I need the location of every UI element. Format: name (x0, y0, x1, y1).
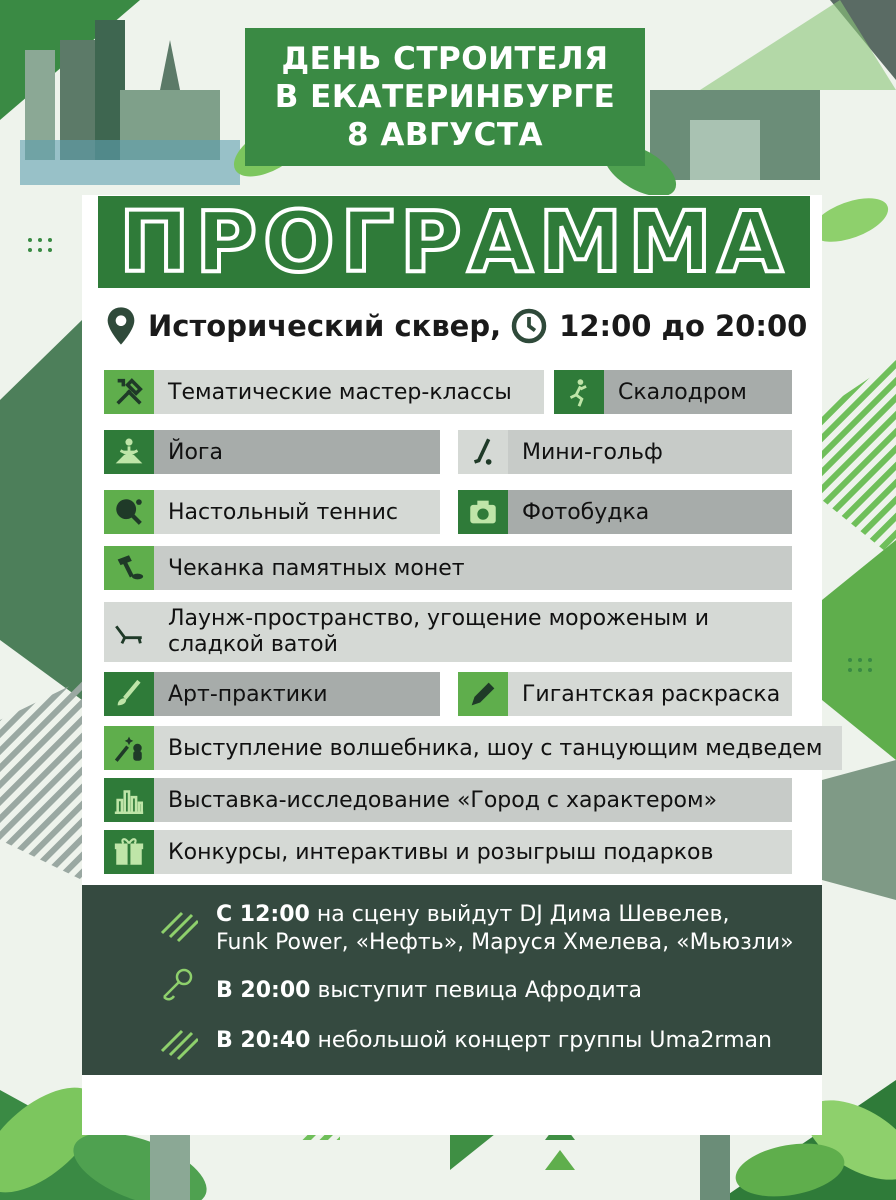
activity-item (104, 726, 842, 770)
program-label: ПРОГРАММА (119, 193, 789, 291)
gift-icon (104, 830, 154, 874)
table-tennis-icon (104, 490, 154, 534)
activity-label: Тематические мастер-классы (154, 370, 544, 414)
activity-item (104, 672, 440, 716)
activity-label: Гигантская раскраска (508, 672, 792, 716)
activity-label: Выступление волшебника, шоу с танцующим медведем (154, 726, 842, 770)
activity-item (104, 546, 792, 590)
activity-label: Фотобудка (508, 490, 792, 534)
activity-label: Мини-гольф (508, 430, 792, 474)
tools-icon (104, 370, 154, 414)
activity-label: Лаунж-пространство, угощение мороженым и сладкой ватой (154, 602, 792, 662)
title-line-2: В ЕКАТЕРИНБУРГЕ (274, 79, 616, 115)
location-pin-icon (104, 306, 138, 346)
stage-item (216, 901, 794, 957)
activity-label: Скалодром (604, 370, 792, 414)
golf-icon (458, 430, 508, 474)
stage-text: небольшой концерт группы Uma2rman (310, 1028, 772, 1053)
stripes-icon (158, 1021, 198, 1061)
stage-time: С 12:00 (216, 902, 310, 927)
camera-icon (458, 490, 508, 534)
activity-label: Выставка-исследование «Город с характером» (154, 778, 792, 822)
brush-icon (104, 672, 154, 716)
time-text: 12:00 до 20:00 (559, 309, 808, 343)
stage-text-line2: Funk Power, «Нефть», Маруся Хмелева, «Мьюзли» (216, 930, 794, 955)
lounge-chair-icon (104, 602, 154, 662)
city-icon (104, 778, 154, 822)
title-line-1: ДЕНЬ СТРОИТЕЛЯ (281, 41, 609, 77)
hammer-coin-icon (104, 546, 154, 590)
yoga-icon (104, 430, 154, 474)
activity-label: Арт-практики (154, 672, 440, 716)
activity-item (104, 370, 544, 414)
climbing-icon (554, 370, 604, 414)
stage-time: В 20:40 (216, 1028, 311, 1053)
stage-text: выступит певица Афродита (310, 978, 642, 1003)
place-text: Исторический сквер, (148, 309, 502, 343)
stage-time: В 20:00 (216, 978, 311, 1003)
activity-item (458, 490, 792, 534)
microphone-icon (158, 965, 198, 1005)
activity-item (104, 430, 440, 474)
activity-item (458, 672, 792, 716)
activity-label: Настольный теннис (154, 490, 440, 534)
clock-icon (511, 308, 547, 344)
activity-item (104, 778, 792, 822)
pencil-icon (458, 672, 508, 716)
activity-item (104, 830, 792, 874)
activity-item (458, 430, 792, 474)
activity-item (104, 490, 440, 534)
event-title (245, 28, 645, 166)
program-heading (98, 193, 810, 291)
stage-text: на сцену выйдут DJ Дима Шевелев, (309, 902, 730, 927)
stage-item (216, 977, 642, 1005)
stage-item (216, 1027, 772, 1055)
stripes-icon (158, 903, 198, 943)
magic-bear-icon (104, 726, 154, 770)
title-line-3: 8 АВГУСТА (346, 117, 544, 153)
activity-label: Йога (154, 430, 440, 474)
activity-label: Конкурсы, интерактивы и розыгрыш подарков (154, 830, 792, 874)
location-line (104, 302, 807, 350)
activity-item (554, 370, 792, 414)
activity-item (104, 602, 792, 662)
activity-label: Чеканка памятных монет (154, 546, 792, 590)
